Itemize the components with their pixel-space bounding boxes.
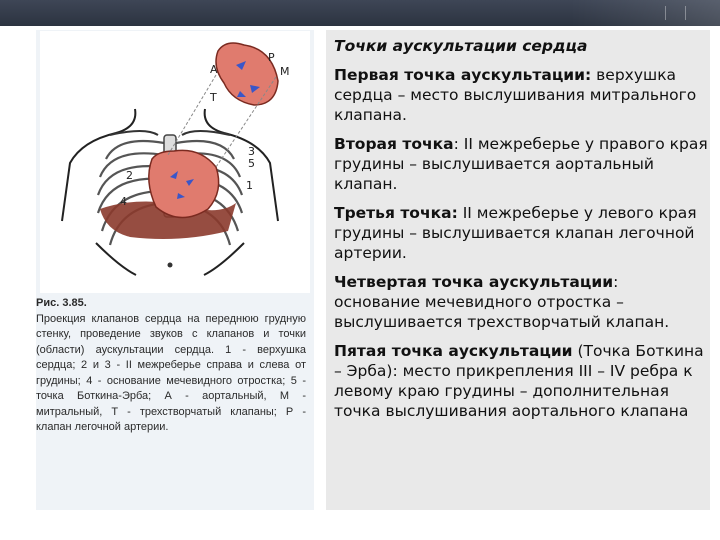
label-mitral: М [280, 65, 290, 78]
point-3 [334, 203, 708, 263]
right-shoulder-outline [205, 109, 278, 221]
point-5-term: Пятая точка аускультации [334, 342, 573, 360]
slide-heading: Точки аускультации сердца [334, 37, 588, 55]
title-bar [0, 0, 720, 26]
caption-title: Рис. 3.85. [36, 297, 87, 309]
heart [149, 150, 219, 217]
label-point-1: 1 [246, 179, 253, 192]
right-clavicle [182, 131, 230, 135]
left-clavicle [110, 131, 158, 135]
anatomy-figure [40, 31, 310, 293]
point-1 [334, 65, 708, 125]
point-5-text: (Точка Боткина – Эрба): место прикрепления III – IV ребра к левому краю грудины – дополнительная точка выслушивания аортального клапана [334, 342, 704, 420]
title-bar-divider [665, 6, 680, 20]
figure-caption [36, 296, 306, 436]
caption-text: Проекция клапанов сердца на переднюю грудную стенку, проведение звуков с клапанов и точки (области) аускультации сердца. 1 - верхушка сердца; 2 и 3 - II межреберье справа и слева от грудины; 4 - основание мечевидного отростка; 5 - точка Боткина-Эрба; А - аортальный, М - митральный, Т - трехстворчатый клапаны; Р - клапан легочной артерии. [36, 312, 306, 433]
label-tricuspid: Т [210, 91, 217, 104]
point-4-term: Четвертая точка аускультации [334, 273, 614, 291]
point-4 [334, 272, 708, 332]
point-3-text: II межреберье у левого края грудины – выслушивается клапан легочной артерии. [334, 204, 697, 262]
navel [168, 263, 173, 268]
point-5 [334, 341, 708, 421]
label-aortic: А [210, 63, 218, 76]
title-bar-divider [685, 6, 700, 20]
left-waist-outline [96, 243, 136, 275]
label-point-5: 5 [248, 157, 255, 170]
point-3-term: Третья точка: [334, 204, 458, 222]
point-1-text: верхушка сердца – место выслушивания митрального клапана. [334, 66, 697, 124]
point-2 [334, 134, 708, 194]
label-point-4: 4 [120, 195, 127, 208]
point-2-term: Вторая точка [334, 135, 454, 153]
point-4-text: : основание мечевидного отростка – выслушивается трехстворчатый клапан. [334, 273, 670, 331]
point-1-term: Первая точка аускультации: [334, 66, 592, 84]
label-pulmonary: Р [268, 51, 275, 64]
label-point-3: 3 [248, 145, 255, 158]
anatomy-illustration [40, 31, 310, 293]
point-2-text: : II межреберье у правого края грудины – выслушивается аортальный клапан. [334, 135, 708, 193]
text-column [334, 36, 708, 430]
right-waist-outline [204, 243, 244, 275]
label-point-2: 2 [126, 169, 133, 182]
